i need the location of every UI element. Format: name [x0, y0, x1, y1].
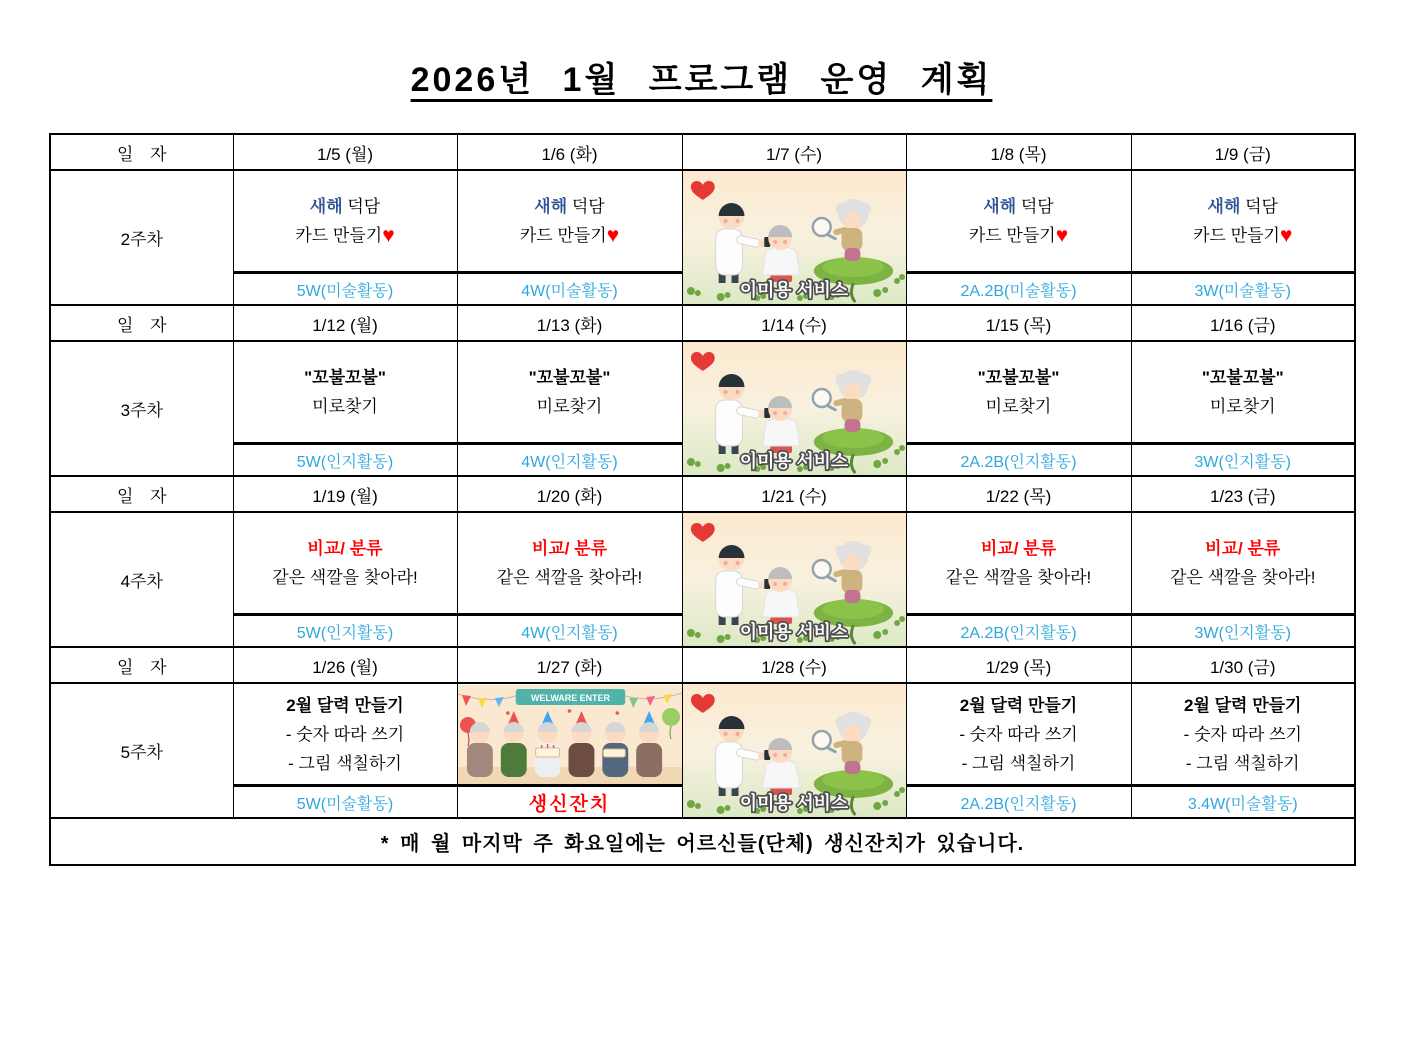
beauty-service-illustration — [683, 171, 906, 304]
text-segment: 새해 — [309, 197, 343, 216]
party-banner — [515, 689, 625, 705]
date-cell: 1/12 (월) — [233, 305, 457, 341]
program-cell — [233, 170, 457, 273]
program-cell — [906, 341, 1131, 444]
document-page — [0, 52, 1403, 1044]
text-segment: 2A.2B(인지활동) — [960, 453, 1077, 471]
text-segment: 3W(인지활동) — [1194, 624, 1291, 642]
text-segment: 카드 만들기 — [968, 226, 1056, 245]
week-label: 5주차 — [50, 683, 233, 818]
beauty-service-caption: 이미용 서비스 — [739, 450, 848, 472]
birthday-party-illustration — [458, 685, 682, 784]
activity-note — [1131, 444, 1355, 477]
beauty-service-image — [682, 341, 906, 476]
text-segment: "꼬불꼬불" — [977, 368, 1060, 387]
beauty-service-illustration — [683, 513, 906, 646]
program-cell — [1131, 683, 1355, 786]
schedule-body — [50, 134, 1355, 818]
text-segment: 미로찾기 — [1209, 397, 1276, 416]
beauty-service-image — [682, 170, 906, 305]
text-segment: 비교/ 분류 — [980, 539, 1057, 558]
program-cell — [906, 170, 1131, 273]
program-cell — [1131, 170, 1355, 273]
text-segment: - 숫자 따라 쓰기 — [1183, 724, 1302, 744]
date-cell: 1/29 (목) — [906, 647, 1131, 683]
text-segment: 덕담 — [1016, 197, 1054, 216]
date-cell: 1/9 (금) — [1131, 134, 1355, 170]
date-cell: 1/28 (수) — [682, 647, 906, 683]
beauty-service-image — [682, 683, 906, 818]
text-segment: 5W(인지활동) — [296, 453, 394, 471]
date-row-label: 일 자 — [50, 134, 233, 170]
program-cell — [906, 683, 1131, 786]
date-cell: 1/20 (화) — [457, 476, 682, 512]
activity-note — [457, 273, 682, 306]
heart-icon: ♥ — [1279, 224, 1293, 247]
text-segment: 3W(인지활동) — [1194, 453, 1291, 471]
activity-note — [233, 273, 457, 306]
text-segment: 비교/ 분류 — [1205, 539, 1281, 558]
activity-note — [906, 273, 1131, 306]
text-segment: 같은 색깔을 찾아라! — [272, 568, 418, 587]
activity-note — [1131, 615, 1355, 648]
text-segment: 새해 — [1207, 197, 1241, 216]
beauty-service-illustration — [683, 684, 906, 817]
text-segment: 4W(미술활동) — [521, 282, 618, 300]
activity-note — [457, 615, 682, 648]
party-image — [457, 683, 682, 786]
program-cell — [457, 170, 682, 273]
text-segment: 같은 색깔을 찾아라! — [1169, 568, 1316, 587]
program-cell — [233, 512, 457, 615]
text-segment: 2월 달력 만들기 — [959, 695, 1078, 715]
date-cell: 1/30 (금) — [1131, 647, 1355, 683]
text-segment: - 그림 색칠하기 — [288, 753, 402, 773]
program-cell — [1131, 341, 1355, 444]
text-segment: 2A.2B(인지활동) — [960, 624, 1077, 642]
beauty-service-caption: 이미용 서비스 — [739, 621, 848, 643]
page-title: 2026년 1월 프로그램 운영 계획 — [410, 61, 993, 99]
text-segment: 3.4W(미술활동) — [1187, 795, 1298, 813]
text-segment: "꼬불꼬불" — [304, 368, 386, 387]
program-cell — [1131, 512, 1355, 615]
date-cell: 1/27 (화) — [457, 647, 682, 683]
week-label: 4주차 — [50, 512, 233, 647]
date-cell: 1/19 (월) — [233, 476, 457, 512]
text-segment: 새해 — [534, 197, 568, 216]
program-cell — [233, 683, 457, 786]
date-row-label: 일 자 — [50, 476, 233, 512]
text-segment: 카드 만들기 — [1193, 226, 1280, 245]
party-banner-text: WELWARE ENTER — [530, 692, 610, 703]
text-segment: "꼬불꼬불" — [528, 368, 611, 387]
text-segment: 같은 색깔을 찾아라! — [496, 568, 643, 587]
heart-icon: ♥ — [1055, 224, 1069, 247]
activity-note — [1131, 273, 1355, 306]
heart-icon: ♥ — [606, 224, 620, 247]
program-cell — [457, 512, 682, 615]
beauty-service-illustration — [683, 342, 906, 475]
text-segment: 미로찾기 — [312, 397, 378, 416]
program-cell — [233, 341, 457, 444]
text-segment: 생신잔치 — [528, 793, 611, 815]
activity-note — [906, 615, 1131, 648]
date-cell: 1/13 (화) — [457, 305, 682, 341]
text-segment: - 그림 색칠하기 — [1185, 753, 1300, 773]
text-segment: 4W(인지활동) — [521, 624, 618, 642]
text-segment: 미로찾기 — [985, 397, 1052, 416]
activity-note — [233, 786, 457, 819]
text-segment: 2월 달력 만들기 — [286, 695, 404, 715]
text-segment: "꼬불꼬불" — [1201, 368, 1284, 387]
date-cell: 1/23 (금) — [1131, 476, 1355, 512]
text-segment: 덕담 — [567, 197, 605, 216]
date-cell: 1/7 (수) — [682, 134, 906, 170]
date-cell: 1/5 (월) — [233, 134, 457, 170]
activity-note — [233, 444, 457, 477]
text-segment: 카드 만들기 — [519, 226, 607, 245]
text-segment: - 그림 색칠하기 — [961, 753, 1076, 773]
date-cell: 1/26 (월) — [233, 647, 457, 683]
text-segment: 2A.2B(미술활동) — [960, 282, 1077, 300]
text-segment: 덕담 — [342, 197, 381, 216]
text-segment: 덕담 — [1240, 197, 1278, 216]
date-cell: 1/6 (화) — [457, 134, 682, 170]
week-label: 2주차 — [50, 170, 233, 305]
date-cell: 1/16 (금) — [1131, 305, 1355, 341]
program-schedule-table — [49, 133, 1356, 866]
footer-note: * 매 월 마지막 주 화요일에는 어르신들(단체) 생신잔치가 있습니다. — [50, 818, 1355, 865]
activity-note — [233, 615, 457, 648]
footer-row — [50, 818, 1355, 865]
date-row-label: 일 자 — [50, 305, 233, 341]
text-segment: 4W(인지활동) — [521, 453, 618, 471]
activity-note — [457, 444, 682, 477]
beauty-service-image — [682, 512, 906, 647]
date-cell: 1/8 (목) — [906, 134, 1131, 170]
text-segment: 비교/ 분류 — [307, 539, 383, 558]
activity-note — [457, 786, 682, 819]
text-segment: 카드 만들기 — [295, 226, 383, 245]
text-segment: 새해 — [983, 197, 1017, 216]
text-segment: 5W(미술활동) — [296, 795, 394, 813]
date-row-label: 일 자 — [50, 647, 233, 683]
week-label: 3주차 — [50, 341, 233, 476]
text-segment: 5W(인지활동) — [296, 624, 394, 642]
text-segment: 2월 달력 만들기 — [1184, 695, 1302, 715]
text-segment: 미로찾기 — [536, 397, 603, 416]
text-segment: 비교/ 분류 — [531, 539, 608, 558]
heart-icon: ♥ — [382, 224, 395, 247]
date-cell: 1/22 (목) — [906, 476, 1131, 512]
activity-note — [906, 786, 1131, 819]
text-segment: 같은 색깔을 찾아라! — [945, 568, 1092, 587]
date-cell: 1/14 (수) — [682, 305, 906, 341]
activity-note — [906, 444, 1131, 477]
activity-note — [1131, 786, 1355, 819]
text-segment: 5W(미술활동) — [296, 282, 394, 300]
text-segment: - 숫자 따라 쓰기 — [959, 724, 1078, 744]
schedule-footer — [50, 818, 1355, 865]
date-cell: 1/15 (목) — [906, 305, 1131, 341]
program-cell — [906, 512, 1131, 615]
beauty-service-caption: 이미용 서비스 — [739, 792, 848, 814]
text-segment: 3W(미술활동) — [1194, 282, 1291, 300]
text-segment: 2A.2B(인지활동) — [960, 795, 1077, 813]
program-cell — [457, 341, 682, 444]
date-cell: 1/21 (수) — [682, 476, 906, 512]
text-segment: - 숫자 따라 쓰기 — [285, 724, 405, 744]
beauty-service-caption: 이미용 서비스 — [739, 279, 848, 301]
